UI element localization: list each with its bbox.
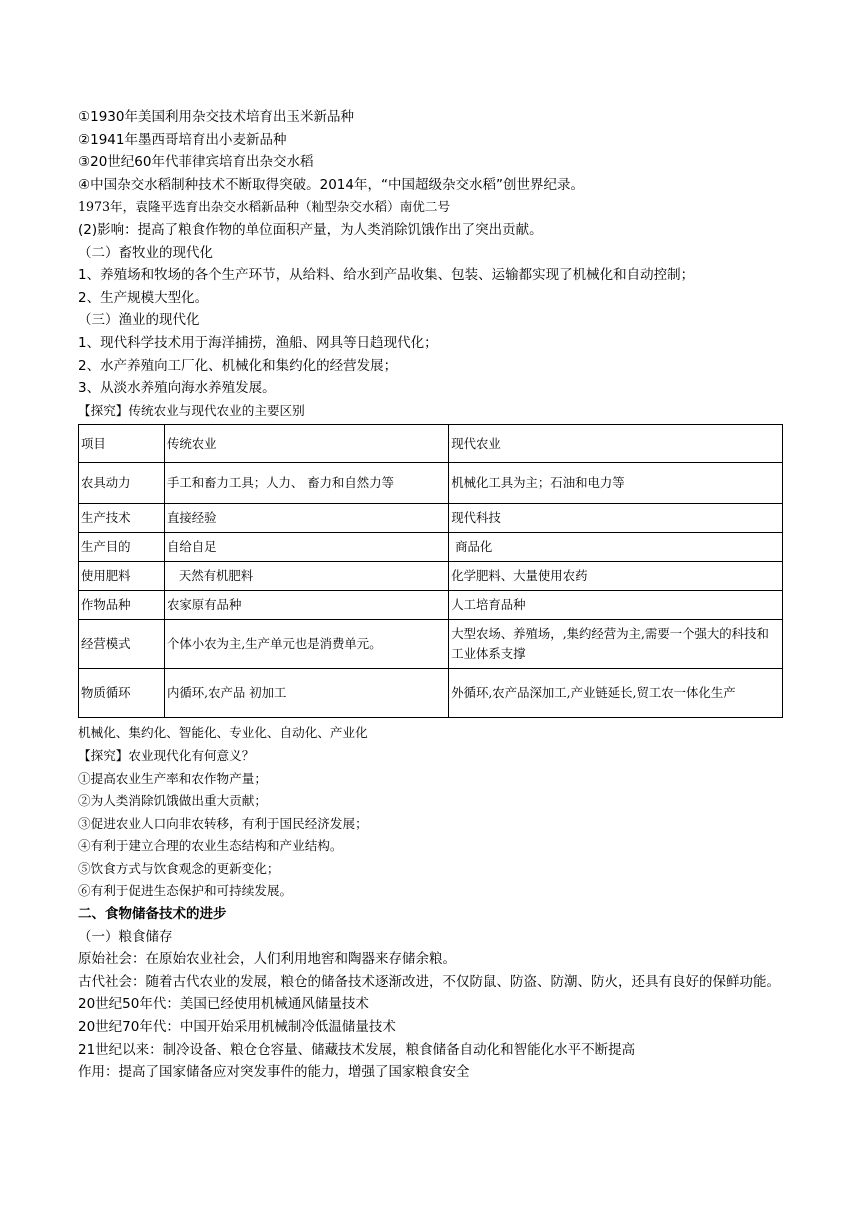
table-cell: 物质循环 — [79, 669, 165, 718]
table-cell: 手工和畜力工具；人力、 畜力和自然力等 — [165, 463, 449, 504]
text-line: 1、现代科学技术用于海洋捕捞，渔船、网具等日趋现代化； — [78, 334, 438, 351]
table-row — [79, 504, 783, 533]
table-cell: 经营模式 — [79, 620, 165, 669]
table-cell: 直接经验 — [165, 504, 449, 533]
table-cell: 传统农业 — [165, 425, 449, 463]
table-row — [79, 591, 783, 620]
text-line: ⑤饮食方式与饮食观念的更新变化； — [78, 860, 280, 876]
table-row — [79, 620, 783, 669]
table-cell: 作物品种 — [79, 591, 165, 620]
table-cell: 农家原有品种 — [165, 591, 449, 620]
text-line: 20世纪70年代：中国开始采用机械制冷低温储量技术 — [78, 1019, 396, 1036]
text-line: 原始社会：在原始农业社会，人们利用地窖和陶器来存储余粮。 — [78, 951, 456, 968]
text-line: ①1930年美国利用杂交技术培育出玉米新品种 — [78, 109, 354, 125]
table-row — [79, 562, 783, 591]
table-cell: 生产技术 — [79, 504, 165, 533]
text-line: 2、水产养殖向工厂化、机械化和集约化的经营发展； — [78, 357, 398, 374]
table-cell: 项目 — [79, 425, 165, 463]
table-cell: 商品化 — [449, 533, 783, 562]
text-line: 1973年，袁隆平选育出杂交水稻新品种（籼型杂交水稻）南优二号 — [78, 199, 451, 215]
text-line: ⑥有利于促进生态保护和可持续发展。 — [78, 883, 293, 899]
text-line: 3、从淡水养殖向海水养殖发展。 — [78, 380, 276, 397]
section-title: 二、食物储备技术的进步 — [78, 906, 227, 923]
text-line: （三）渔业的现代化 — [78, 312, 200, 329]
table-cell: 天然有机肥料 — [165, 562, 449, 591]
text-line: 1、养殖场和牧场的各个生产环节，从给料、给水到产品收集、包装、运输都实现了机械化和自动控制； — [78, 267, 695, 284]
text-line: 2、生产规模大型化。 — [78, 289, 209, 306]
table-cell: 内循环,农产品 初加工 — [165, 669, 449, 718]
text-line: （一）粮食储存 — [78, 928, 173, 945]
table-cell: 大型农场、养殖场，,集约经营为主,需要一个强大的科技和工业体系支撑 — [449, 620, 783, 669]
text-line: ③20世纪60年代菲律宾培育出杂交水稻 — [78, 154, 314, 171]
text-line: 20世纪50年代：美国已经使用机械通风储量技术 — [78, 996, 369, 1013]
table-caption: 【探究】传统农业与现代农业的主要区别 — [78, 402, 305, 418]
comparison-table — [78, 424, 783, 718]
table-cell: 现代科技 — [449, 504, 783, 533]
text-line: (2)影响：提高了粮食作物的单位面积产量，为人类消除饥饿作出了突出贡献。 — [78, 221, 543, 238]
text-line: 【探究】农业现代化有何意义？ — [78, 747, 255, 763]
text-line: （二）畜牧业的现代化 — [78, 244, 213, 261]
text-line: ③促进农业人口向非农转移，有利于国民经济发展； — [78, 815, 368, 831]
text-line: ②1941年墨西哥培育出小麦新品种 — [78, 131, 287, 148]
text-line: 作用：提高了国家储备应对突发事件的能力，增强了国家粮食安全 — [78, 1064, 470, 1081]
text-line: ④中国杂交水稻制种技术不断取得突破。2014年，“中国超级杂交水稻”创世界纪录。 — [78, 176, 584, 193]
text-line: 机械化、集约化、智能化、专业化、自动化、产业化 — [78, 725, 368, 741]
text-line: ①提高农业生产率和农作物产量； — [78, 770, 267, 786]
table-row — [79, 669, 783, 718]
table-cell: 自给自足 — [165, 533, 449, 562]
text-line: 21世纪以来：制冷设备、粮仓仓容量、储藏技术发展，粮食储备自动化和智能化水平不断提高 — [78, 1041, 636, 1058]
table-cell: 机械化工具为主；石油和电力等 — [449, 463, 783, 504]
table-row — [79, 533, 783, 562]
text-paragraph: 古代社会：随着古代农业的发展，粮仓的储备技术逐渐改进，不仅防鼠、防盗、防潮、防火，还具有良好的保鲜功能。 — [78, 973, 780, 990]
document-body — [78, 106, 784, 1084]
table-cell: 化学肥料、大量使用农药 — [449, 562, 783, 591]
table-cell: 个体小农为主,生产单元也是消费单元。 — [165, 620, 449, 669]
text-line: ④有利于建立合理的农业生态结构和产业结构。 — [78, 838, 343, 854]
table-cell: 生产目的 — [79, 533, 165, 562]
table-header-row — [79, 425, 783, 463]
table-cell: 人工培育品种 — [449, 591, 783, 620]
table-cell: 使用肥料 — [79, 562, 165, 591]
table-cell: 农具动力 — [79, 463, 165, 504]
table-row — [79, 463, 783, 504]
text-line: ②为人类消除饥饿做出重大贡献； — [78, 793, 267, 809]
table-cell: 外循环,农产品深加工,产业链延长,贸工农一体化生产 — [449, 669, 783, 718]
table-cell: 现代农业 — [449, 425, 783, 463]
